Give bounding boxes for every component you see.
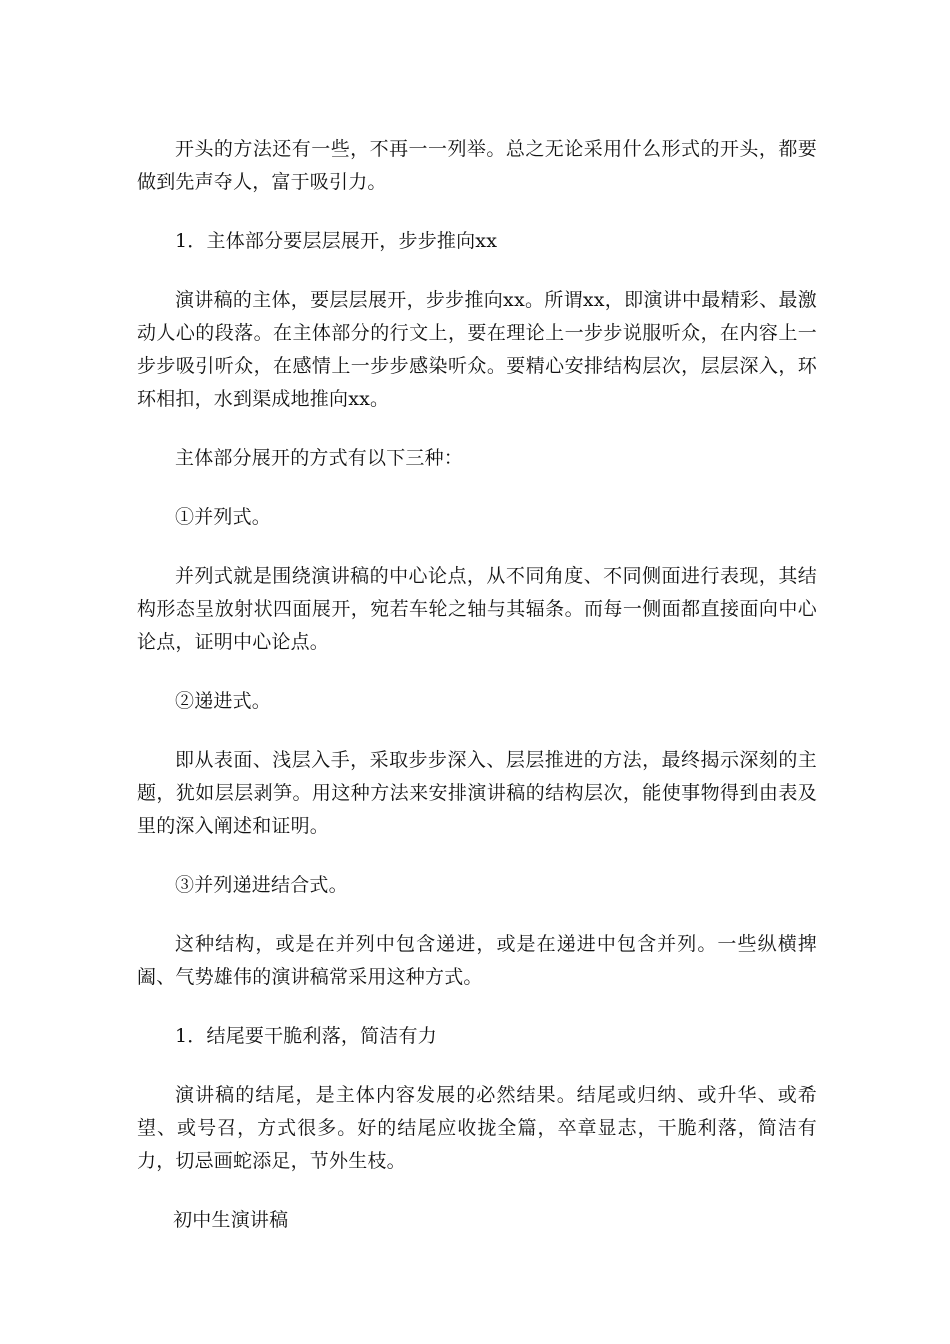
paragraph-ending: 演讲稿的结尾，是主体内容发展的必然结果。结尾或归纳、或升华、或希望、或号召，方式很多。好的结尾应收拢全篇，卒章显志，干脆利落，简洁有力，切忌画蛇添足，节外生枝。 bbox=[137, 1084, 817, 1172]
heading-ending: 1．结尾要干脆利落，简洁有力 bbox=[175, 1025, 437, 1047]
paragraph-opening-methods: 开头的方法还有一些，不再一一列举。总之无论采用什么形式的开头，都要做到先声夺人，富于吸引力。 bbox=[137, 138, 817, 193]
item-progressive: ②递进式。 bbox=[175, 690, 272, 712]
closing-title: 初中生演讲稿 bbox=[173, 1209, 289, 1231]
document-body bbox=[137, 133, 817, 1263]
item-parallel: ①并列式。 bbox=[175, 506, 272, 528]
paragraph-combined: 这种结构，或是在并列中包含递进，或是在递进中包含并列。一些纵横捭阖、气势雄伟的演讲稿常采用这种方式。 bbox=[137, 933, 817, 988]
paragraph-three-methods: 主体部分展开的方式有以下三种： bbox=[175, 447, 464, 469]
paragraph-parallel: 并列式就是围绕演讲稿的中心论点，从不同角度、不同侧面进行表现，其结构形态呈放射状四面展开，宛若车轮之轴与其辐条。而每一侧面都直接面向中心论点，证明中心论点。 bbox=[137, 565, 817, 653]
paragraph-progressive: 即从表面、浅层入手，采取步步深入、层层推进的方法，最终揭示深刻的主题，犹如层层剥笋。用这种方法来安排演讲稿的结构层次，能使事物得到由表及里的深入阐述和证明。 bbox=[137, 749, 817, 837]
item-combined: ③并列递进结合式。 bbox=[175, 874, 348, 896]
heading-main-body: 1．主体部分要层层展开，步步推向xx bbox=[175, 230, 498, 252]
paragraph-main-body: 演讲稿的主体，要层层展开，步步推向xx。所谓xx，即演讲中最精彩、最激动人心的段落。在主体部分的行文上，要在理论上一步步说服听众，在内容上一步步吸引听众，在感情上一步步感染听众。要精心安排结构层次，层层深入，环环相扣，水到渠成地推向xx。 bbox=[137, 289, 817, 410]
